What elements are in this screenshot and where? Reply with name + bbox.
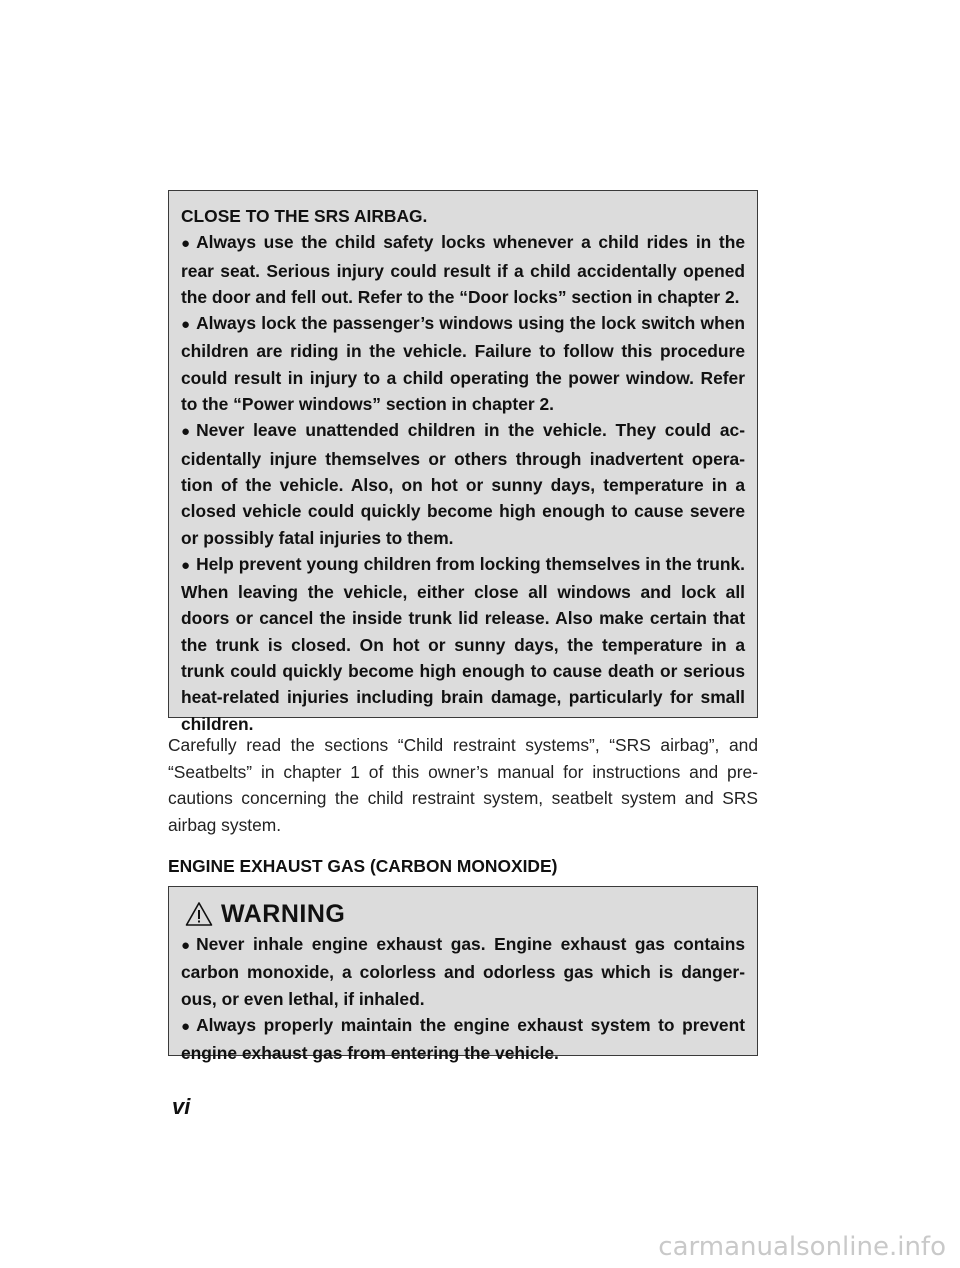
warning-item-unattended-children: ● Never leave unattended children in the vehicle. They could accidentally injure themselves or others through inadvertent operation of the vehicle. Also, on hot or sunny days, temperature in a closed vehicle could quickly become high enough to cause severe or possibly fatal injuries to them. (181, 420, 745, 548)
bullet-icon: ● (181, 1017, 191, 1035)
body-paragraph: Carefully read the sections “Child restraint systems”, “SRS airbag”, and “Seatbelts” in chapter 1 of this owner’s manual for instructions and precautions concerning the child restraint system, seatbelt system and SRS airbag system. (168, 735, 758, 835)
bullet-icon: ● (181, 423, 191, 441)
warning-item-child-locks: ● Always use the child safety locks whenever a child rides in the rear seat. Serious injury could result if a child accidentally opened the door and fell out. Refer to the “Door locks” section in chapter 2. (181, 232, 745, 307)
warning-triangle-icon (185, 901, 213, 927)
warning-box-child-safety (168, 190, 758, 734)
bullet-icon: ● (181, 235, 191, 253)
warning-header (181, 899, 745, 929)
bullet-icon: ● (181, 937, 191, 954)
bullet-icon: ● (181, 556, 191, 574)
warning-item-trunk: ● Help prevent young children from locking themselves in the trunk. When leaving the vehicle, either close all windows and lock all doors or cancel the inside trunk lid release. Also make certain that the trunk is closed. On hot or sunny days, the temperature in a trunk could quickly become high enough to cause death or serious heat-related injuries including brain damage, particularly for small children. (181, 553, 745, 734)
warning-item-window-lock: ● Always lock the passenger’s windows using the lock switch when children are riding in the vehicle. Failure to follow this procedure could result in injury to a child operating the power window. Refer to the “Power windows” section in chapter 2. (181, 313, 745, 415)
warning-text-continued: CLOSE TO THE SRS AIRBAG. (181, 206, 428, 226)
page-number: vi (172, 1094, 191, 1119)
warning-item-exhaust-inhale: ● Never inhale engine exhaust gas. Engine exhaust gas contains carbon monoxide, a colorless and odorless gas which is dangerous, or even lethal, if inhaled. (181, 934, 745, 1009)
bullet-icon: ● (181, 316, 191, 334)
warning-item-exhaust-maintain: ● Always properly maintain the engine exhaust system to prevent engine exhaust gas from entering the vehicle. (181, 1014, 745, 1064)
section-heading: ENGINE EXHAUST GAS (CARBON MONOXIDE) (168, 856, 558, 876)
warning-box-exhaust (168, 886, 758, 1064)
warning-label: WARNING (221, 899, 346, 928)
watermark: carmanualsonline.info (658, 1232, 946, 1262)
